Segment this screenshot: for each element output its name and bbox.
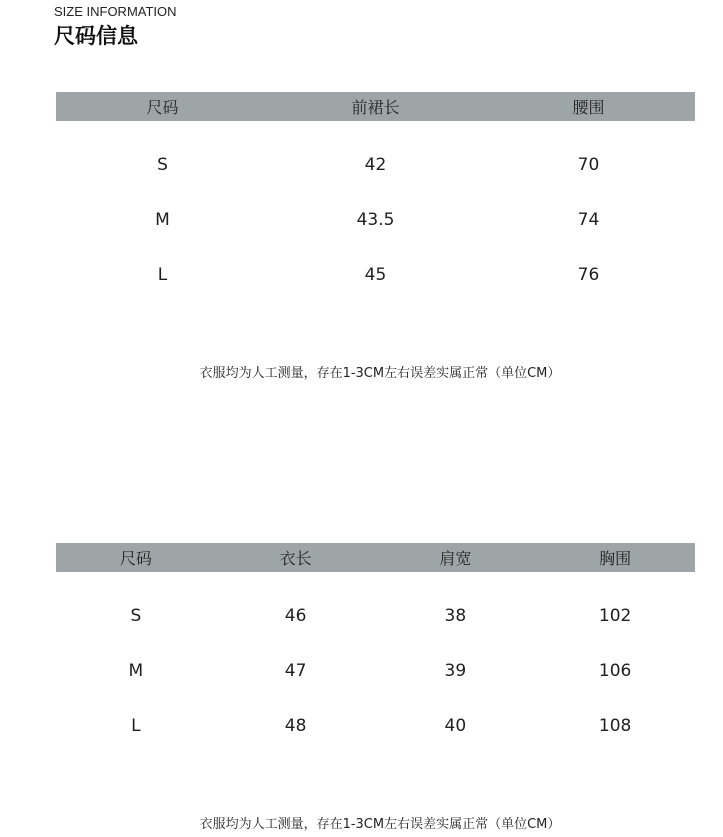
table-row [56,643,695,698]
column-header-shoulder: 肩宽 [376,543,536,572]
column-header-length: 衣长 [216,543,376,572]
skirt-size-table [56,92,695,302]
table-row [56,247,695,302]
top-size-table [56,543,695,753]
table-cell: 45 [364,264,387,285]
table-cell: M [155,209,170,230]
table-cell: 47 [284,660,307,681]
table-cell: M [128,660,144,681]
table-cell: 108 [598,715,632,736]
table-row [56,698,695,753]
column-header-waist: 腰围 [482,92,695,121]
table-row [56,192,695,247]
column-header-chest: 胸围 [535,543,695,572]
column-header-size: 尺码 [56,92,269,121]
table-header-row [56,92,695,121]
table-header-row [56,543,695,572]
table-cell: 40 [444,715,467,736]
table-cell: L [131,715,141,736]
table-cell: 42 [364,154,387,175]
section-subtitle: SIZE INFORMATION [54,4,177,19]
measurement-note: 衣服均为人工测量，存在1-3CM左右误差实属正常（单位CM） [199,366,561,381]
table-cell: 76 [577,264,600,285]
table-cell: S [130,605,142,626]
table-cell: 74 [577,209,600,230]
column-header-size: 尺码 [56,543,216,572]
table-row [56,572,695,643]
table-cell: L [157,264,168,285]
measurement-note: 衣服均为人工测量，存在1-3CM左右误差实属正常（单位CM） [199,817,561,832]
table-cell: 46 [284,605,307,626]
table-cell: 43.5 [356,209,395,230]
table-cell: 48 [284,715,307,736]
table-cell: 38 [444,605,467,626]
table-cell: 70 [577,154,600,175]
column-header-front-skirt-length: 前裙长 [269,92,482,121]
table-cell: 102 [598,605,632,626]
table-cell: 39 [444,660,467,681]
page-title: 尺码信息 [54,24,138,48]
table-row [56,121,695,192]
table-cell: S [157,154,168,175]
table-cell: 106 [598,660,632,681]
